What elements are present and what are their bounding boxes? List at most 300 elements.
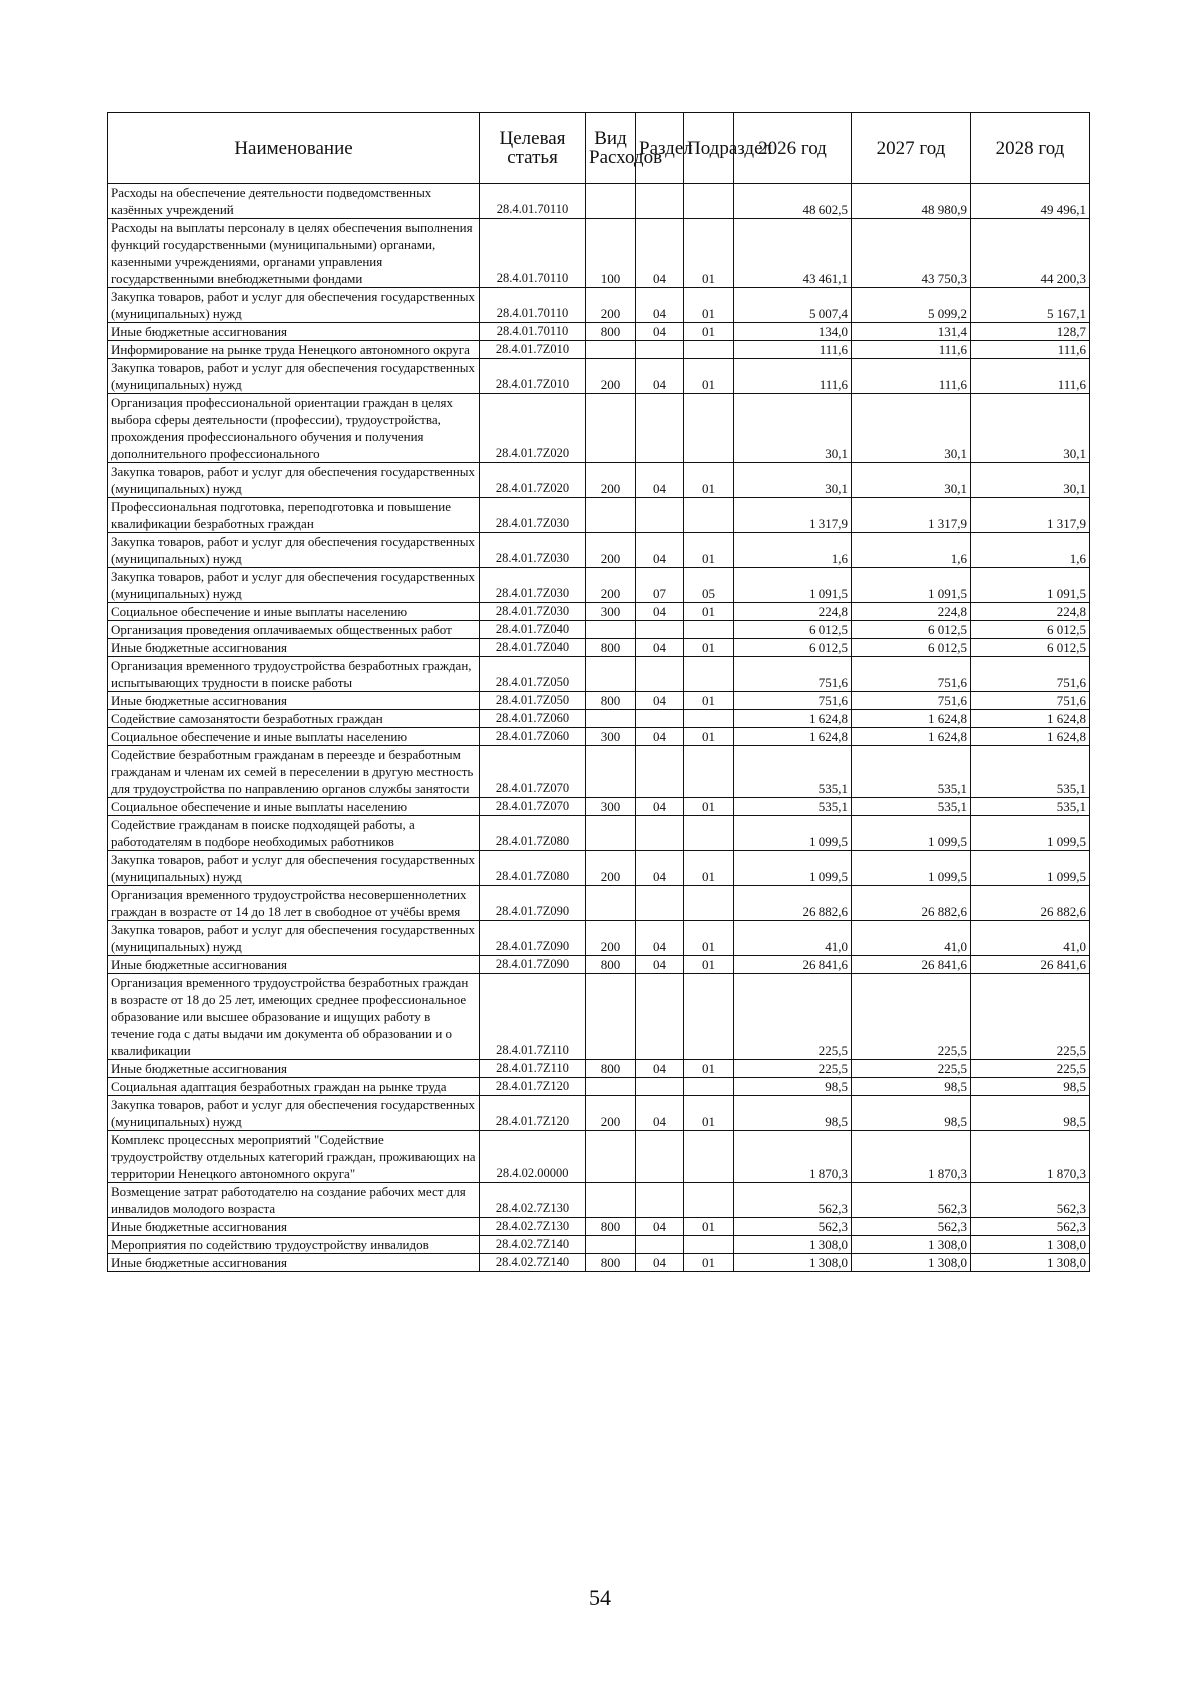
cell-expense-type [586,746,636,798]
table-row [108,498,1090,533]
cell-subsection: 01 [684,603,734,621]
cell-section [636,657,684,692]
cell-subsection [684,746,734,798]
cell-subsection [684,341,734,359]
table-row [108,692,1090,710]
cell-section [636,394,684,463]
table-row [108,621,1090,639]
cell-target-article: 28.4.01.7Z110 [480,974,586,1060]
cell-expense-type: 300 [586,603,636,621]
cell-expense-type [586,1183,636,1218]
cell-name: Возмещение затрат работодателю на создание рабочих мест для инвалидов молодого возраста [108,1183,480,1218]
cell-name: Организация профессиональной ориентации граждан в целях выбора сферы деятельности (профессии), трудоустройства, прохождения профессионального обучения и получения дополнительного профессионального [108,394,480,463]
cell-expense-type: 300 [586,728,636,746]
cell-subsection [684,394,734,463]
cell-expense-type [586,974,636,1060]
cell-target-article: 28.4.01.7Z050 [480,692,586,710]
cell-subsection: 01 [684,692,734,710]
cell-2026: 48 602,5 [734,184,852,219]
cell-2028: 30,1 [971,463,1090,498]
cell-2026: 535,1 [734,798,852,816]
cell-2028: 751,6 [971,692,1090,710]
cell-expense-type [586,816,636,851]
table-row [108,568,1090,603]
cell-2026: 224,8 [734,603,852,621]
cell-2028: 1 308,0 [971,1254,1090,1272]
cell-name: Иные бюджетные ассигнования [108,1254,480,1272]
cell-2026: 1 870,3 [734,1131,852,1183]
table-row [108,886,1090,921]
cell-expense-type: 800 [586,1254,636,1272]
page-number: 54 [589,1585,611,1610]
cell-2027: 26 841,6 [852,956,971,974]
cell-section [636,621,684,639]
table-row [108,359,1090,394]
cell-section: 04 [636,1254,684,1272]
cell-target-article: 28.4.01.7Z030 [480,498,586,533]
cell-2027: 535,1 [852,798,971,816]
cell-2027: 225,5 [852,1060,971,1078]
cell-2027: 1 624,8 [852,728,971,746]
cell-target-article: 28.4.01.7Z010 [480,341,586,359]
table-body [108,184,1090,1272]
cell-expense-type [586,498,636,533]
cell-2027: 751,6 [852,692,971,710]
cell-2027: 1 308,0 [852,1236,971,1254]
cell-subsection: 01 [684,956,734,974]
cell-expense-type [586,1236,636,1254]
cell-2026: 41,0 [734,921,852,956]
cell-subsection: 01 [684,1060,734,1078]
cell-expense-type: 800 [586,692,636,710]
cell-name: Иные бюджетные ассигнования [108,956,480,974]
cell-2026: 6 012,5 [734,621,852,639]
table-row [108,921,1090,956]
cell-expense-type: 100 [586,219,636,288]
table-row [108,533,1090,568]
cell-2026: 111,6 [734,341,852,359]
table-row [108,956,1090,974]
header-year-2027: 2027 год [852,113,971,184]
cell-name: Иные бюджетные ассигнования [108,1218,480,1236]
cell-name: Содействие самозанятости безработных граждан [108,710,480,728]
cell-2027: 111,6 [852,359,971,394]
cell-target-article: 28.4.01.7Z040 [480,621,586,639]
cell-target-article: 28.4.01.70110 [480,219,586,288]
cell-2027: 751,6 [852,657,971,692]
cell-target-article: 28.4.01.7Z030 [480,603,586,621]
cell-2028: 562,3 [971,1183,1090,1218]
cell-2028: 224,8 [971,603,1090,621]
cell-2026: 1 624,8 [734,710,852,728]
cell-expense-type [586,341,636,359]
cell-2027: 225,5 [852,974,971,1060]
cell-2028: 1 870,3 [971,1131,1090,1183]
cell-target-article: 28.4.01.7Z030 [480,568,586,603]
cell-target-article: 28.4.01.7Z090 [480,956,586,974]
cell-subsection: 01 [684,463,734,498]
cell-subsection: 05 [684,568,734,603]
cell-subsection [684,1131,734,1183]
cell-expense-type [586,1078,636,1096]
cell-section: 04 [636,1218,684,1236]
cell-2028: 535,1 [971,746,1090,798]
cell-section: 04 [636,603,684,621]
cell-name: Организация временного трудоустройства несовершеннолетних граждан в возрасте от 14 до 18 лет в свободное от учёбы время [108,886,480,921]
cell-target-article: 28.4.01.7Z050 [480,657,586,692]
cell-target-article: 28.4.02.7Z140 [480,1254,586,1272]
cell-subsection [684,657,734,692]
cell-2026: 134,0 [734,323,852,341]
cell-section [636,184,684,219]
table-row [108,816,1090,851]
cell-section: 04 [636,288,684,323]
cell-subsection: 01 [684,219,734,288]
cell-2028: 111,6 [971,359,1090,394]
table-row [108,1236,1090,1254]
cell-2026: 6 012,5 [734,639,852,657]
cell-expense-type [586,710,636,728]
cell-2028: 1 099,5 [971,816,1090,851]
cell-expense-type: 800 [586,1060,636,1078]
cell-target-article: 28.4.02.00000 [480,1131,586,1183]
cell-name: Закупка товаров, работ и услуг для обеспечения государственных (муниципальных) нужд [108,463,480,498]
cell-name: Закупка товаров, работ и услуг для обеспечения государственных (муниципальных) нужд [108,533,480,568]
cell-section: 04 [636,533,684,568]
cell-2028: 6 012,5 [971,621,1090,639]
cell-subsection: 01 [684,728,734,746]
cell-name: Закупка товаров, работ и услуг для обеспечения государственных (муниципальных) нужд [108,359,480,394]
cell-2027: 131,4 [852,323,971,341]
cell-2026: 535,1 [734,746,852,798]
cell-name: Закупка товаров, работ и услуг для обеспечения государственных (муниципальных) нужд [108,851,480,886]
cell-2028: 49 496,1 [971,184,1090,219]
cell-subsection [684,710,734,728]
cell-target-article: 28.4.01.7Z060 [480,728,586,746]
cell-expense-type: 200 [586,1096,636,1131]
table-row [108,639,1090,657]
cell-2027: 1 624,8 [852,710,971,728]
cell-2028: 41,0 [971,921,1090,956]
cell-target-article: 28.4.02.7Z130 [480,1218,586,1236]
cell-2028: 225,5 [971,974,1090,1060]
cell-2028: 1 091,5 [971,568,1090,603]
cell-expense-type: 200 [586,533,636,568]
cell-2028: 111,6 [971,341,1090,359]
cell-target-article: 28.4.01.7Z060 [480,710,586,728]
cell-target-article: 28.4.02.7Z140 [480,1236,586,1254]
cell-subsection: 01 [684,359,734,394]
cell-target-article: 28.4.01.7Z030 [480,533,586,568]
cell-name: Иные бюджетные ассигнования [108,1060,480,1078]
cell-2026: 562,3 [734,1218,852,1236]
cell-2026: 1 091,5 [734,568,852,603]
cell-subsection [684,1078,734,1096]
table-row [108,1254,1090,1272]
cell-2028: 535,1 [971,798,1090,816]
cell-target-article: 28.4.01.70110 [480,288,586,323]
cell-2027: 111,6 [852,341,971,359]
cell-2027: 26 882,6 [852,886,971,921]
cell-subsection: 01 [684,1218,734,1236]
cell-2027: 1 870,3 [852,1131,971,1183]
cell-target-article: 28.4.01.7Z090 [480,921,586,956]
cell-subsection: 01 [684,921,734,956]
table-row [108,394,1090,463]
cell-section: 07 [636,568,684,603]
cell-section [636,746,684,798]
cell-target-article: 28.4.01.70110 [480,323,586,341]
table-row [108,1078,1090,1096]
cell-section: 04 [636,639,684,657]
cell-target-article: 28.4.01.7Z080 [480,851,586,886]
cell-2027: 535,1 [852,746,971,798]
table-row [108,1218,1090,1236]
cell-2026: 1 099,5 [734,816,852,851]
cell-2027: 6 012,5 [852,639,971,657]
cell-section: 04 [636,359,684,394]
cell-2026: 225,5 [734,1060,852,1078]
cell-name: Мероприятия по содействию трудоустройству инвалидов [108,1236,480,1254]
cell-target-article: 28.4.01.7Z070 [480,798,586,816]
table-row [108,1131,1090,1183]
cell-subsection [684,1183,734,1218]
cell-2028: 98,5 [971,1078,1090,1096]
cell-name: Иные бюджетные ассигнования [108,639,480,657]
cell-2027: 41,0 [852,921,971,956]
cell-2027: 1 308,0 [852,1254,971,1272]
cell-2028: 1 308,0 [971,1236,1090,1254]
cell-2028: 225,5 [971,1060,1090,1078]
cell-2026: 43 461,1 [734,219,852,288]
cell-name: Закупка товаров, работ и услуг для обеспечения государственных (муниципальных) нужд [108,568,480,603]
cell-target-article: 28.4.02.7Z130 [480,1183,586,1218]
cell-expense-type [586,1131,636,1183]
budget-table [107,112,1090,1272]
cell-2027: 224,8 [852,603,971,621]
cell-2028: 1,6 [971,533,1090,568]
cell-section: 04 [636,1096,684,1131]
cell-2028: 6 012,5 [971,639,1090,657]
cell-name: Закупка товаров, работ и услуг для обеспечения государственных (муниципальных) нужд [108,1096,480,1131]
cell-subsection: 01 [684,323,734,341]
table-row [108,798,1090,816]
cell-subsection: 01 [684,533,734,568]
cell-2026: 26 882,6 [734,886,852,921]
cell-2027: 6 012,5 [852,621,971,639]
cell-2026: 1 099,5 [734,851,852,886]
cell-subsection: 01 [684,1096,734,1131]
cell-2026: 1 317,9 [734,498,852,533]
cell-subsection [684,621,734,639]
table-header-row [108,113,1090,184]
cell-expense-type [586,886,636,921]
cell-expense-type [586,184,636,219]
table-row [108,603,1090,621]
cell-2028: 26 841,6 [971,956,1090,974]
cell-name: Расходы на обеспечение деятельности подведомственных казённых учреждений [108,184,480,219]
cell-subsection: 01 [684,639,734,657]
cell-section [636,1183,684,1218]
table-row [108,288,1090,323]
cell-section: 04 [636,463,684,498]
cell-section: 04 [636,956,684,974]
cell-subsection [684,886,734,921]
cell-target-article: 28.4.01.7Z120 [480,1078,586,1096]
cell-expense-type [586,394,636,463]
cell-expense-type: 800 [586,956,636,974]
cell-2028: 30,1 [971,394,1090,463]
cell-section [636,886,684,921]
cell-target-article: 28.4.01.7Z070 [480,746,586,798]
cell-subsection [684,816,734,851]
cell-subsection [684,1236,734,1254]
cell-section: 04 [636,692,684,710]
table-row [108,851,1090,886]
cell-2026: 562,3 [734,1183,852,1218]
cell-2027: 48 980,9 [852,184,971,219]
cell-target-article: 28.4.01.7Z040 [480,639,586,657]
cell-name: Социальное обеспечение и иные выплаты населению [108,728,480,746]
cell-expense-type [586,621,636,639]
cell-2026: 1 308,0 [734,1254,852,1272]
cell-2027: 1,6 [852,533,971,568]
cell-section: 04 [636,921,684,956]
cell-subsection: 01 [684,288,734,323]
cell-expense-type: 800 [586,323,636,341]
cell-target-article: 28.4.01.7Z080 [480,816,586,851]
cell-2026: 5 007,4 [734,288,852,323]
cell-name: Комплекс процессных мероприятий "Содействие трудоустройству отдельных категорий граждан, проживающих на территории Ненецкого автономного округа" [108,1131,480,1183]
cell-section: 04 [636,1060,684,1078]
cell-2027: 1 317,9 [852,498,971,533]
cell-name: Социальное обеспечение и иные выплаты населению [108,603,480,621]
cell-2028: 751,6 [971,657,1090,692]
cell-2026: 751,6 [734,692,852,710]
header-year-2028: 2028 год [971,113,1090,184]
table-row [108,657,1090,692]
cell-2027: 5 099,2 [852,288,971,323]
header-target-article: Целевая статья [480,113,586,184]
cell-name: Содействие безработным гражданам в переезде и безработным гражданам и членам их семей в переселении в другую местность для трудоустройства по направлению органов службы занятости [108,746,480,798]
cell-target-article: 28.4.01.7Z020 [480,463,586,498]
cell-2028: 1 317,9 [971,498,1090,533]
cell-2028: 1 099,5 [971,851,1090,886]
cell-2027: 1 099,5 [852,816,971,851]
cell-expense-type [586,657,636,692]
cell-subsection [684,974,734,1060]
cell-expense-type: 800 [586,639,636,657]
cell-section [636,1078,684,1096]
cell-2027: 98,5 [852,1078,971,1096]
cell-2026: 26 841,6 [734,956,852,974]
cell-2027: 43 750,3 [852,219,971,288]
table-row [108,1060,1090,1078]
cell-2026: 1,6 [734,533,852,568]
cell-2027: 98,5 [852,1096,971,1131]
cell-2027: 30,1 [852,463,971,498]
cell-subsection: 01 [684,851,734,886]
cell-name: Содействие гражданам в поиске подходящей работы, а работодателям в подборе необходимых работников [108,816,480,851]
cell-section [636,1131,684,1183]
table-row [108,746,1090,798]
header-subsection: Подраздел [684,113,734,184]
cell-section: 04 [636,219,684,288]
cell-name: Социальная адаптация безработных граждан на рынке труда [108,1078,480,1096]
table-row [108,463,1090,498]
cell-2026: 30,1 [734,394,852,463]
cell-section: 04 [636,798,684,816]
table-row [108,1096,1090,1131]
cell-target-article: 28.4.01.7Z020 [480,394,586,463]
cell-expense-type: 200 [586,568,636,603]
cell-name: Иные бюджетные ассигнования [108,692,480,710]
cell-target-article: 28.4.01.7Z120 [480,1096,586,1131]
table-row [108,341,1090,359]
cell-2026: 111,6 [734,359,852,394]
cell-2028: 1 624,8 [971,728,1090,746]
cell-2026: 1 624,8 [734,728,852,746]
header-section: Раздел [636,113,684,184]
cell-2028: 5 167,1 [971,288,1090,323]
cell-2028: 1 624,8 [971,710,1090,728]
cell-expense-type: 200 [586,288,636,323]
cell-2028: 562,3 [971,1218,1090,1236]
cell-expense-type: 800 [586,1218,636,1236]
table-row [108,710,1090,728]
cell-2026: 225,5 [734,974,852,1060]
cell-target-article: 28.4.01.70110 [480,184,586,219]
cell-name: Социальное обеспечение и иные выплаты населению [108,798,480,816]
cell-section [636,341,684,359]
cell-section [636,974,684,1060]
cell-subsection [684,498,734,533]
cell-2028: 26 882,6 [971,886,1090,921]
cell-name: Закупка товаров, работ и услуг для обеспечения государственных (муниципальных) нужд [108,921,480,956]
cell-2026: 98,5 [734,1096,852,1131]
cell-target-article: 28.4.01.7Z110 [480,1060,586,1078]
cell-target-article: 28.4.01.7Z090 [480,886,586,921]
cell-2026: 751,6 [734,657,852,692]
cell-section: 04 [636,728,684,746]
table-row [108,728,1090,746]
table-row [108,323,1090,341]
cell-subsection: 01 [684,798,734,816]
table-row [108,184,1090,219]
cell-name: Иные бюджетные ассигнования [108,323,480,341]
cell-section: 04 [636,851,684,886]
cell-2028: 128,7 [971,323,1090,341]
cell-name: Организация временного трудоустройства безработных граждан в возрасте от 18 до 25 лет, имеющих среднее профессиональное образование или высшее образование и ищущих работу в течение года с даты выдачи им документа об образовании и о квалификации [108,974,480,1060]
cell-2028: 44 200,3 [971,219,1090,288]
cell-2027: 562,3 [852,1183,971,1218]
cell-name: Закупка товаров, работ и услуг для обеспечения государственных (муниципальных) нужд [108,288,480,323]
cell-2026: 1 308,0 [734,1236,852,1254]
cell-2027: 1 099,5 [852,851,971,886]
cell-subsection [684,184,734,219]
cell-section [636,710,684,728]
cell-subsection: 01 [684,1254,734,1272]
cell-section: 04 [636,323,684,341]
table-row [108,974,1090,1060]
table-row [108,1183,1090,1218]
cell-name: Организация проведения оплачиваемых общественных работ [108,621,480,639]
cell-expense-type: 200 [586,359,636,394]
cell-2027: 1 091,5 [852,568,971,603]
cell-2026: 30,1 [734,463,852,498]
cell-expense-type: 300 [586,798,636,816]
cell-target-article: 28.4.01.7Z010 [480,359,586,394]
